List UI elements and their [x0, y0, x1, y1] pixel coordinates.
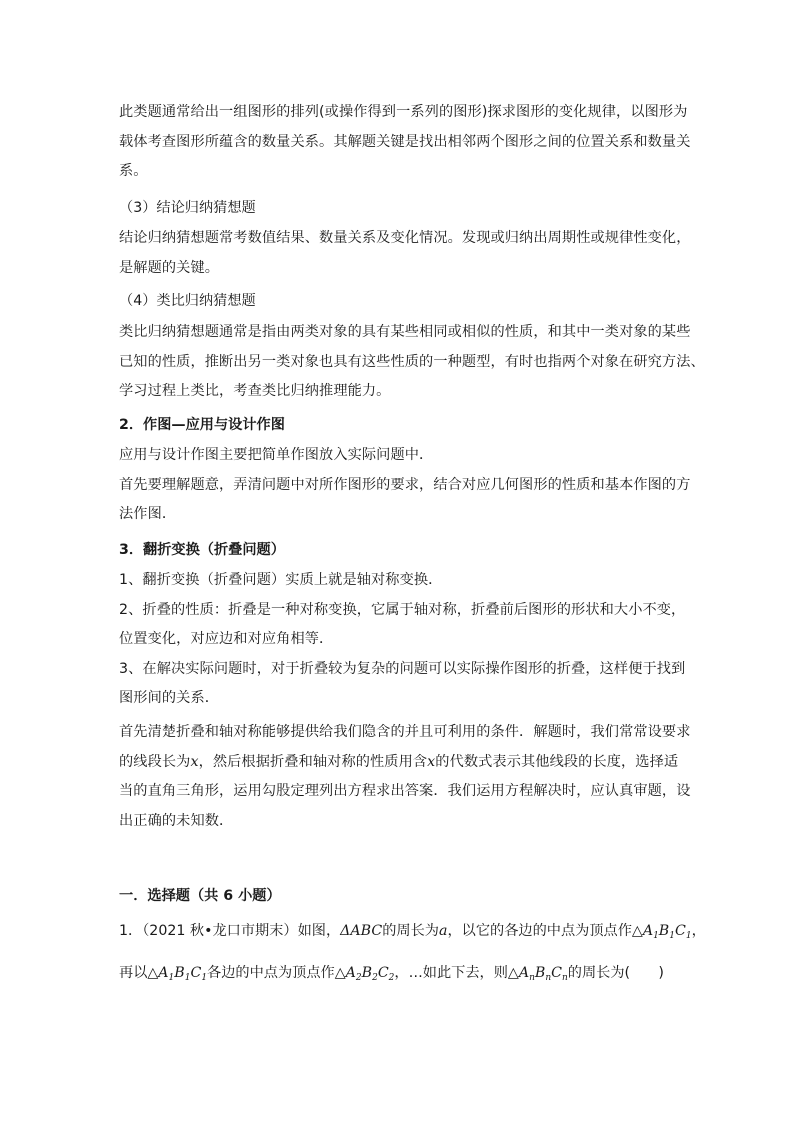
triangle-a1b1c1: $A_1B_1C_1$ — [158, 965, 208, 983]
text-line: 此类题通常给出一组图形的排列(或操作得到一系列的图形)探求图形的变化规律，以图形为 — [119, 104, 688, 120]
topic-2-heading: 2．作图—应用与设计作图 — [119, 417, 285, 433]
text-line: 的线段长为x，然后根据折叠和轴对称的性质用含x的代数式表示其他线段的长度，选择适 — [119, 753, 679, 770]
triangle-abc: ΔABC — [340, 923, 383, 939]
question-1-line-2: 再以$\triangle A_1B_1C_1$各边的中点为顶点作$\triangle A_2B_2C_2$，…如此下去，则$\triangle A_nB_nC_n$的周长为( ) — [119, 965, 664, 983]
text-line: 是解题的关键。 — [119, 259, 220, 276]
text-line: 结论归纳猜想题常考数值结果、数量关系及变化情况。发现或归纳出周期性或规律性变化， — [119, 230, 691, 246]
section-3-heading: （3）结论归纳猜想题 — [119, 200, 256, 216]
text-line: 图形间的关系． — [119, 690, 220, 706]
section-3-body — [119, 224, 691, 283]
question-1-line-1: 1．（2021 秋•龙口市期末）如图，ΔABC的周长为a，以它的各边的中点为顶点作$\triangle A_1B_1C_1$， — [119, 923, 706, 941]
text-line: 出正确的未知数． — [119, 812, 234, 829]
text-line: 法作图． — [119, 506, 177, 522]
triangle-anbncn: $A_nB_nC_n$ — [518, 965, 568, 983]
text-line: 首先要理解题意，弄清问题中对所作图形的要求，结合对应几何图形的性质和基本作图的方 — [119, 476, 691, 493]
text-line: 类比归纳猜想题通常是指由两类对象的具有某些相同或相似的性质，和其中一类对象的某些 — [119, 324, 691, 340]
text-line: 当的直角三角形，运用勾股定理列出方程求出答案．我们运用方程解决时，应认真审题，设 — [119, 783, 691, 799]
text-line: 已知的性质，推断出另一类对象也具有这些性质的一种题型，有时也指两个对象在研究方法、 — [119, 353, 705, 370]
text-line: 应用与设计作图主要把简单作图放入实际问题中． — [119, 447, 434, 463]
text-line: 位置变化，对应边和对应角相等． — [119, 631, 334, 647]
text-line: 系。 — [119, 163, 148, 179]
text-line: 学习过程上类比，考查类比归纳推理能力。 — [119, 383, 391, 399]
triangle-a1b1c1: $A_1B_1C_1$ — [642, 923, 692, 941]
section-4-body — [119, 318, 705, 407]
text-line: 1、翻折变换（折叠问题）实质上就是轴对称变换． — [119, 572, 443, 588]
variable-x: x — [427, 753, 436, 770]
text-line: 首先清楚折叠和轴对称能够提供给我们隐含的并且可利用的条件．解题时，我们常常设要求 — [119, 724, 691, 740]
topic-3-heading: 3．翻折变换（折叠问题） — [119, 542, 285, 558]
variable-x: x — [190, 753, 199, 770]
topic-3-body — [119, 566, 686, 714]
perimeter-a: a — [438, 923, 448, 939]
triangle-a2b2c2: $A_2B_2C_2$ — [345, 965, 395, 983]
text-line: 载体考查图形所蕴含的数量关系。其解题关键是找出相邻两个图形之间的位置关系和数量关 — [119, 133, 691, 150]
text-line: 3、在解决实际问题时，对于折叠较为复杂的问题可以实际操作图形的折叠，这样便于找到 — [119, 660, 686, 677]
topic-2-body — [119, 441, 691, 530]
intro-paragraph — [119, 98, 691, 187]
topic-3-tail — [119, 718, 691, 836]
text-line: 2、折叠的性质：折叠是一种对称变换，它属于轴对称，折叠前后图形的形状和大小不变， — [119, 601, 686, 618]
section-4-heading: （4）类比归纳猜想题 — [119, 293, 256, 309]
exercise-section-heading: 一．选择题（共 6 小题） — [119, 888, 281, 904]
